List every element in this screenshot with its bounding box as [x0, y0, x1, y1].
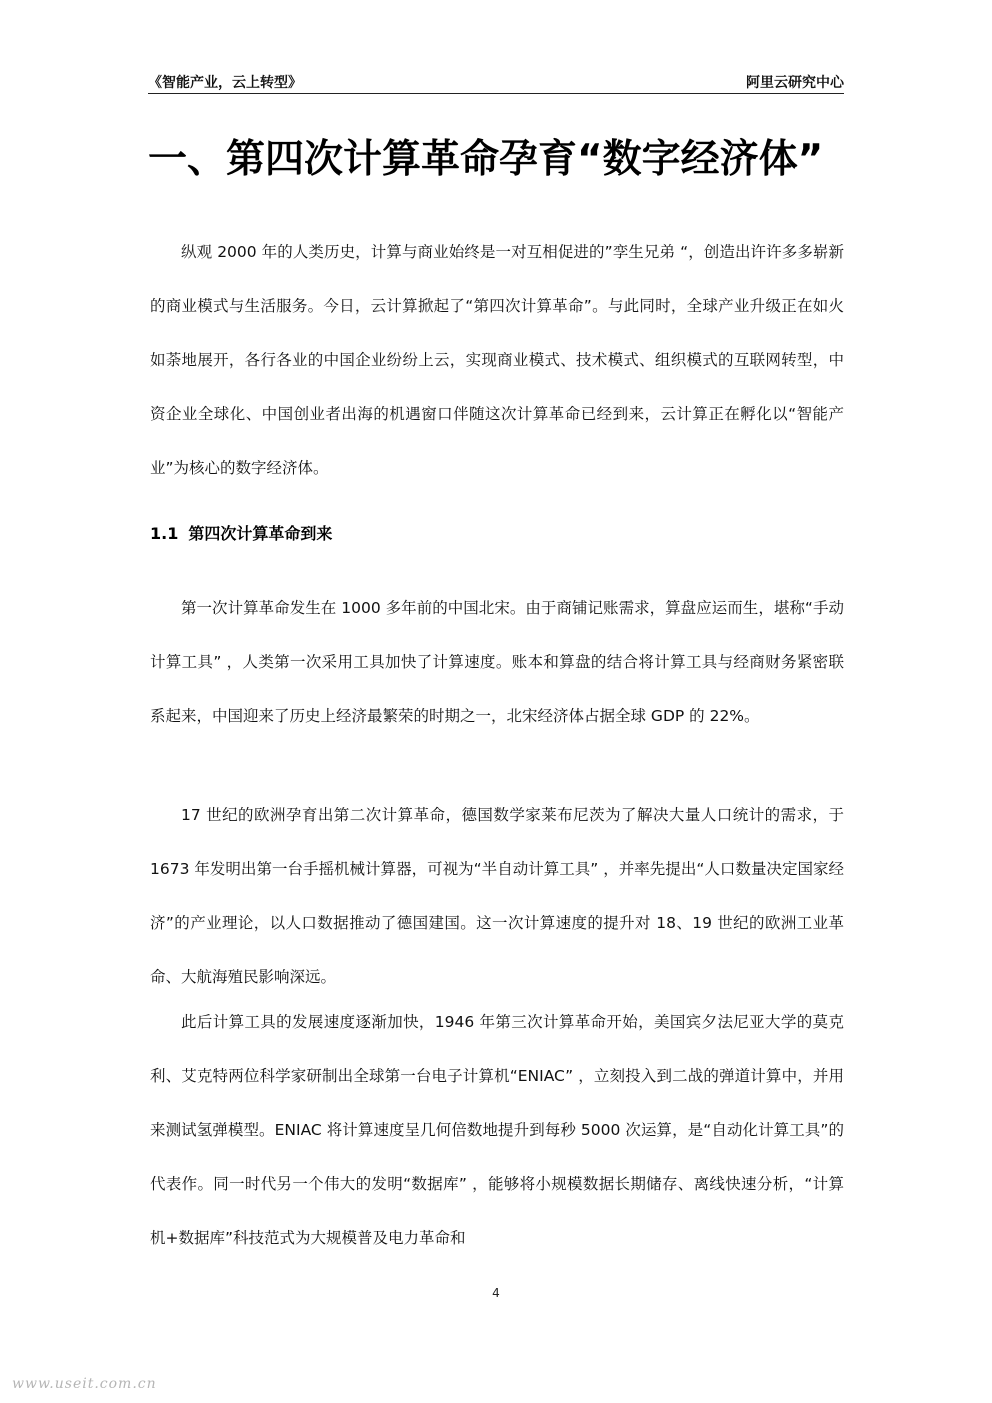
body-paragraph-2: 17 世纪的欧洲孕育出第二次计算革命，德国数学家莱布尼茨为了解决大量人口统计的需求，于 1673 年发明出第一台手摇机械计算器，可视为“半自动计算工具” ，并率先提出“人口数量决定国家经济”的产业理论，以人口数据推动了德国建国。这一次计算速度的提升对 18、19 世纪的欧洲工业革命、大航海殖民影响深远。 — [150, 806, 844, 986]
page-number: 4 — [492, 1286, 500, 1300]
intro-paragraph: 纵观 2000 年的人类历史，计算与商业始终是一对互相促进的”孪生兄弟 “，创造出许许多多崭新的商业模式与生活服务。今日，云计算掀起了“第四次计算革命”。与此同时，全球产业升级正在如火如荼地展开，各行各业的中国企业纷纷上云，实现商业模式、技术模式、组织模式的互联网转型，中资企业全球化、中国创业者出海的机遇窗口伴随这次计算革命已经到来，云计算正在孵化以“智能产业”为核心的数字经济体。 — [150, 243, 844, 477]
body-paragraph-1: 第一次计算革命发生在 1000 多年前的中国北宋。由于商铺记账需求，算盘应运而生，堪称“手动计算工具” ，人类第一次采用工具加快了计算速度。账本和算盘的结合将计算工具与经商财务紧密联系起来，中国迎来了历史上经济最繁荣的时期之一，北宋经济体占据全球 GDP 的 22%。 — [150, 599, 844, 725]
body-paragraph-3: 此后计算工具的发展速度逐渐加快，1946 年第三次计算革命开始，美国宾夕法尼亚大学的莫克利、艾克特两位科学家研制出全球第一台电子计算机“ENIAC” ，立刻投入到二战的弹道计算中，并用来测试氢弹模型。ENIAC 将计算速度呈几何倍数地提升到每秒 5000 次运算，是“自动化计算工具”的代表作。同一时代另一个伟大的发明“数据库” ，能够将小规模数据长期储存、离线快速分析，“计算机+数据库”科技范式为大规模普及电力革命和 — [150, 1013, 844, 1247]
header-report-title: 《智能产业，云上转型》 — [148, 75, 302, 91]
chapter-title: 一、第四次计算革命孕育“数字经济体” — [148, 137, 824, 182]
site-watermark: www.useit.com.cn — [12, 1376, 157, 1392]
section-heading — [150, 520, 332, 548]
running-header — [148, 72, 844, 92]
section-title: 第四次计算革命到来 — [188, 524, 333, 543]
header-divider — [148, 93, 844, 94]
header-organization: 阿里云研究中心 — [746, 75, 844, 91]
section-number: 1.1 — [150, 524, 179, 543]
